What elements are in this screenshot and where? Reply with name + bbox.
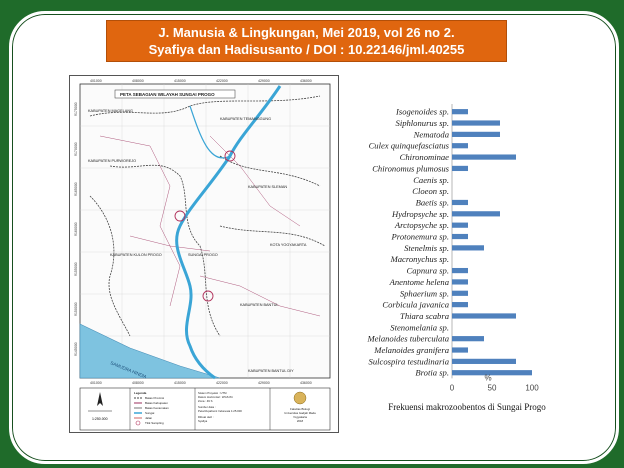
label-magelang: KABUPATEN MAGELANG	[88, 109, 134, 113]
bar	[452, 313, 516, 318]
category-label: Chironomus plumosus	[372, 163, 449, 174]
left-coord-3: 9160000	[74, 222, 78, 236]
bar	[452, 234, 468, 239]
top-coord-1: 408000	[132, 79, 144, 83]
category-label: Sulcospira testudinaria	[368, 356, 449, 367]
header-banner	[106, 20, 507, 62]
x-tick-label: 0	[449, 383, 455, 393]
institution-3: 2018	[296, 419, 304, 423]
bar	[452, 200, 468, 205]
label-sleman: KABUPATEN SLEMAN	[248, 185, 288, 189]
ugm-logo-icon	[294, 392, 306, 404]
bar	[452, 132, 500, 137]
category-label: Baetis sp.	[415, 197, 449, 208]
category-label: Chironominae	[399, 152, 449, 163]
category-label: Sphaerium sp.	[399, 288, 449, 299]
label-samudra: SAMUDRA HINDIA	[109, 360, 148, 380]
left-coord-2: 9165000	[74, 182, 78, 196]
header-line2: Syafiya dan Hadisusanto / DOI : 10.22146/jml.40255	[148, 42, 465, 57]
map-note-0: Sistem Proyeksi : UTM	[198, 391, 227, 395]
bar	[452, 166, 468, 171]
map-note-4: Peta Rupabumi Indonesia 1:25.000	[198, 409, 242, 413]
category-label: Melanoides tuberculata	[367, 333, 449, 344]
label-bantul-bottom: KABUPATEN BANTUL DIY	[248, 369, 294, 373]
bar	[452, 370, 532, 375]
bottom-coord-2: 415000	[174, 381, 186, 385]
left-coord-1: 9170000	[74, 142, 78, 156]
bar	[452, 268, 468, 273]
bottom-coord-0: 401000	[90, 381, 102, 385]
legend-item-5: Titik Sampling	[145, 421, 164, 425]
bar	[452, 302, 468, 307]
bar	[452, 359, 516, 364]
chart-caption: Frekuensi makrozoobentos di Sungai Progo	[388, 402, 546, 412]
top-coord-4: 429000	[258, 79, 270, 83]
category-label: Brotia sp.	[415, 367, 449, 378]
label-kota-yogyakarta: KOTA YOGYAKARTA	[270, 243, 307, 247]
bar	[452, 291, 468, 296]
bar	[452, 154, 516, 159]
map-note-3: Sumber data :	[198, 405, 216, 409]
legend-item-4: Jalan	[145, 416, 153, 420]
category-label: Stenelmis sp.	[404, 242, 449, 253]
legend-item-3: Sungai	[145, 411, 155, 415]
category-label: Thiara scabra	[400, 310, 449, 321]
top-coord-0: 401000	[90, 79, 102, 83]
chart-svg	[340, 100, 606, 400]
bar	[452, 347, 468, 352]
top-coord-3: 422000	[216, 79, 228, 83]
left-coord-6: 9145000	[74, 342, 78, 356]
study-area-map	[69, 75, 339, 433]
category-label: Isogenoides sp.	[396, 106, 449, 117]
category-label: Cloeon sp.	[412, 186, 449, 197]
legend-item-2: Batas Kecamatan	[145, 406, 169, 410]
map-svg	[70, 76, 338, 432]
legend-item-1: Batas Kabupaten	[145, 401, 169, 405]
bar	[452, 120, 500, 125]
category-label: Macronychus sp.	[390, 254, 449, 265]
map-note-5: Dibuat oleh :	[198, 415, 214, 419]
institution-2: Yogyakarta	[293, 415, 307, 419]
top-coord-2: 415000	[174, 79, 186, 83]
bar	[452, 336, 484, 341]
category-label: Melanoides granifera	[374, 345, 449, 356]
legend-title: Legenda	[134, 391, 147, 395]
category-label: Nematoda	[413, 129, 449, 140]
category-label: Corbicula javanica	[382, 299, 449, 310]
category-label: Anentome helena	[389, 276, 449, 287]
label-bantul: KABUPATEN BANTUL	[240, 303, 279, 307]
category-label: Culex quinquefasciatus	[368, 140, 449, 151]
map-note-6: Syafiya	[198, 419, 208, 423]
category-label: Hydropsyche sp.	[392, 208, 449, 219]
legend-item-0: Batas Provinsi	[145, 396, 165, 400]
category-label: Stenomelania sp.	[390, 322, 449, 333]
bottom-coord-3: 422000	[216, 381, 228, 385]
bottom-coord-5: 436000	[300, 381, 312, 385]
label-kulonprogo: KABUPATEN KULON PROGO	[110, 253, 162, 257]
top-coord-5: 436000	[300, 79, 312, 83]
x-tick-label: 50	[487, 383, 497, 393]
map-frame	[80, 84, 330, 378]
frequency-chart	[340, 100, 606, 420]
left-coord-4: 9155000	[74, 262, 78, 276]
bar	[452, 143, 468, 148]
institution-0: Fakultas Biologi	[290, 407, 310, 411]
bottom-coord-1: 408000	[132, 381, 144, 385]
map-note-2: Zona : 49 S	[198, 399, 213, 403]
category-label: Caenis sp.	[413, 174, 449, 185]
category-label: Arctopsyche sp.	[394, 220, 449, 231]
left-coord-0: 9175000	[74, 102, 78, 116]
category-label: Siphlonurus sp.	[395, 118, 449, 129]
bottom-coord-4: 429000	[258, 381, 270, 385]
map-title: PETA SEBAGIAN WILAYAH SUNGAI PROGO	[120, 92, 215, 97]
bar	[452, 211, 500, 216]
bar	[452, 279, 468, 284]
institution-1: Universitas Gadjah Mada	[284, 411, 316, 415]
x-axis-label: %	[484, 373, 492, 383]
bar	[452, 223, 468, 228]
header-line1: J. Manusia & Lingkungan, Mei 2019, vol 26 no 2.	[158, 25, 455, 40]
x-tick-label: 100	[525, 383, 539, 393]
label-progo: SUNGAI PROGO	[188, 253, 218, 257]
map-note-1: Datum Horizontal : WGS 84	[198, 395, 233, 399]
category-label: Capnura sp.	[406, 265, 449, 276]
bar	[452, 245, 484, 250]
label-temanggung: KABUPATEN TEMANGGUNG	[220, 117, 272, 121]
label-purworejo: KABUPATEN PURWOREJO	[88, 159, 137, 163]
left-coord-5: 9150000	[74, 302, 78, 316]
category-label: Protonemura sp.	[391, 231, 449, 242]
bar	[452, 109, 468, 114]
map-scale: 1:250.000	[92, 417, 108, 421]
